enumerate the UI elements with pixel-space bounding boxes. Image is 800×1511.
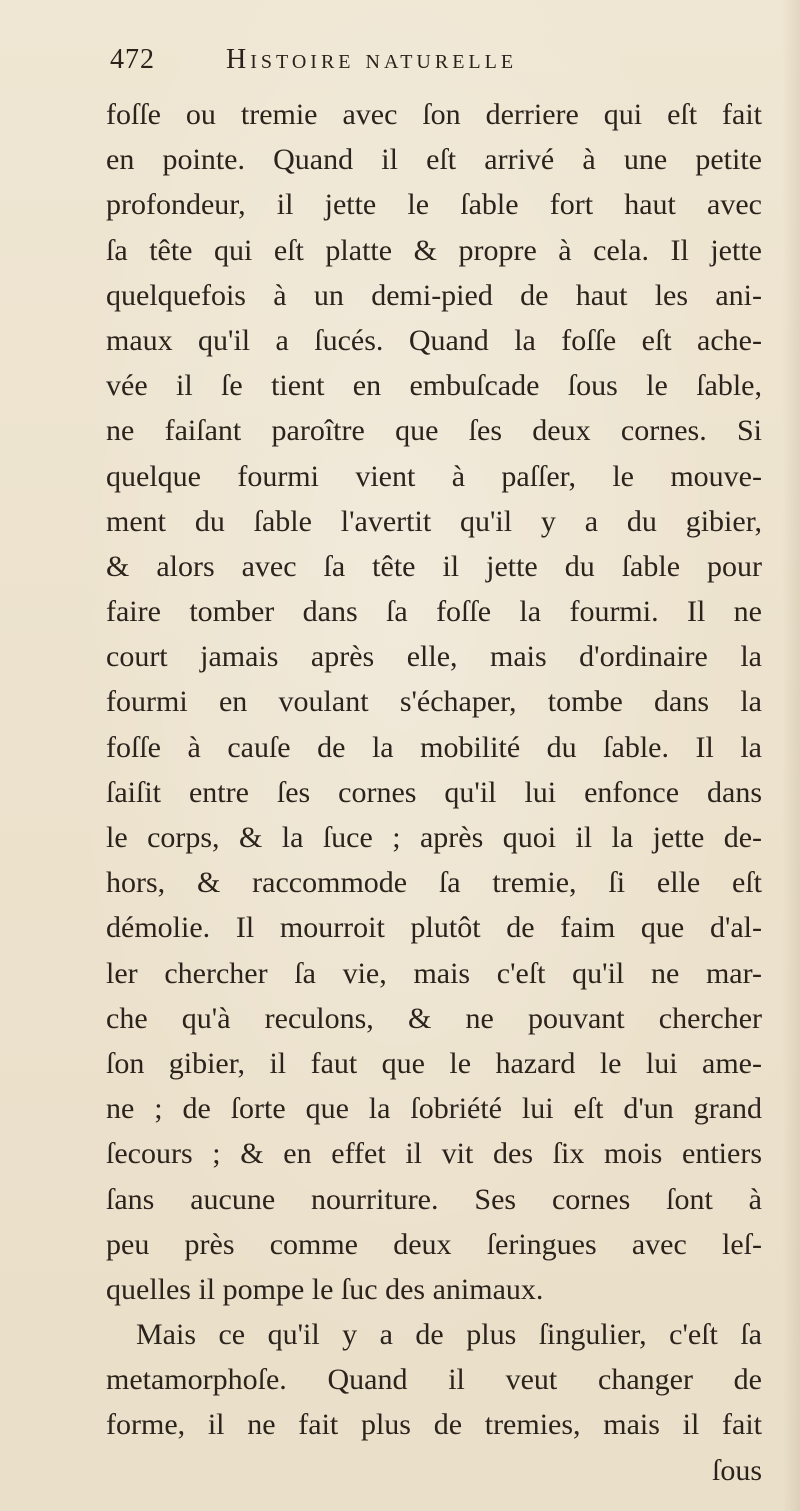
running-head xyxy=(110,38,710,90)
text-line: profondeur, il jette le ſable fort haut avec xyxy=(106,188,762,222)
text-line: forme, il ne fait plus de tremies, mais il fait xyxy=(106,1408,762,1442)
text-line: ſaiſit entre ſes cornes qu'il lui enfonce dans xyxy=(106,775,762,809)
body-text xyxy=(106,92,796,1493)
text-line: quelque fourmi vient à paſſer, le mouve- xyxy=(106,459,762,493)
text-line: quelles il pompe le ſuc des animaux. xyxy=(106,1272,544,1306)
text-line-paragraph-start: Mais ce qu'il y a de plus ſingulier, c'eſt ſa xyxy=(136,1318,762,1352)
text-line: che qu'à reculons, & ne pouvant chercher xyxy=(106,1001,762,1035)
text-line: ne ; de ſorte que la ſobriété lui eſt d'un grand xyxy=(106,1092,762,1126)
text-line: hors, & raccommode ſa tremie, ſi elle eſt xyxy=(106,866,762,900)
text-line: faire tomber dans ſa foſſe la fourmi. Il ne xyxy=(106,595,762,629)
text-line: démolie. Il mourroit plutôt de faim que d'al- xyxy=(106,911,762,945)
text-line: ſecours ; & en effet il vit des ſix mois entiers xyxy=(106,1137,762,1171)
running-title: Histoire naturelle xyxy=(226,44,518,75)
text-line: & alors avec ſa tête il jette du ſable pour xyxy=(106,549,762,583)
text-line: ſon gibier, il faut que le hazard le lui ame- xyxy=(106,1046,762,1080)
text-line: foſſe ou tremie avec ſon derriere qui eſt fait xyxy=(106,98,762,131)
text-line: ne faiſant paroître que ſes deux cornes. Si xyxy=(106,414,762,448)
text-line: foſſe à cauſe de la mobilité du ſable. Il la xyxy=(106,730,762,764)
text-line: fourmi en voulant s'échaper, tombe dans la xyxy=(106,685,762,719)
page-number: 472 xyxy=(110,44,155,75)
text-line: court jamais après elle, mais d'ordinaire la xyxy=(106,640,762,674)
text-line: ſa tête qui eſt platte & propre à cela. Il jette xyxy=(106,233,762,267)
text-line: en pointe. Quand il eſt arrivé à une petite xyxy=(106,143,762,177)
text-line: peu près comme deux ſeringues avec leſ- xyxy=(106,1227,762,1261)
text-line: le corps, & la ſuce ; après quoi il la jette de- xyxy=(106,821,762,854)
text-line: quelquefois à un demi-pied de haut les ani- xyxy=(106,278,762,312)
text-line: ler chercher ſa vie, mais c'eſt qu'il ne mar- xyxy=(106,956,762,990)
page-edge-shadow xyxy=(782,0,800,1511)
text-line: maux qu'il a ſucés. Quand la foſſe eſt ache- xyxy=(106,323,762,357)
text-line: metamorphoſe. Quand il veut changer de xyxy=(106,1363,762,1397)
text-line: vée il ſe tient en embuſcade ſous le ſable, xyxy=(106,369,762,403)
catchword: ſous xyxy=(711,1453,762,1487)
text-line: ment du ſable l'avertit qu'il y a du gibier, xyxy=(106,504,762,538)
text-line: ſans aucune nourriture. Ses cornes ſont à xyxy=(106,1182,762,1216)
